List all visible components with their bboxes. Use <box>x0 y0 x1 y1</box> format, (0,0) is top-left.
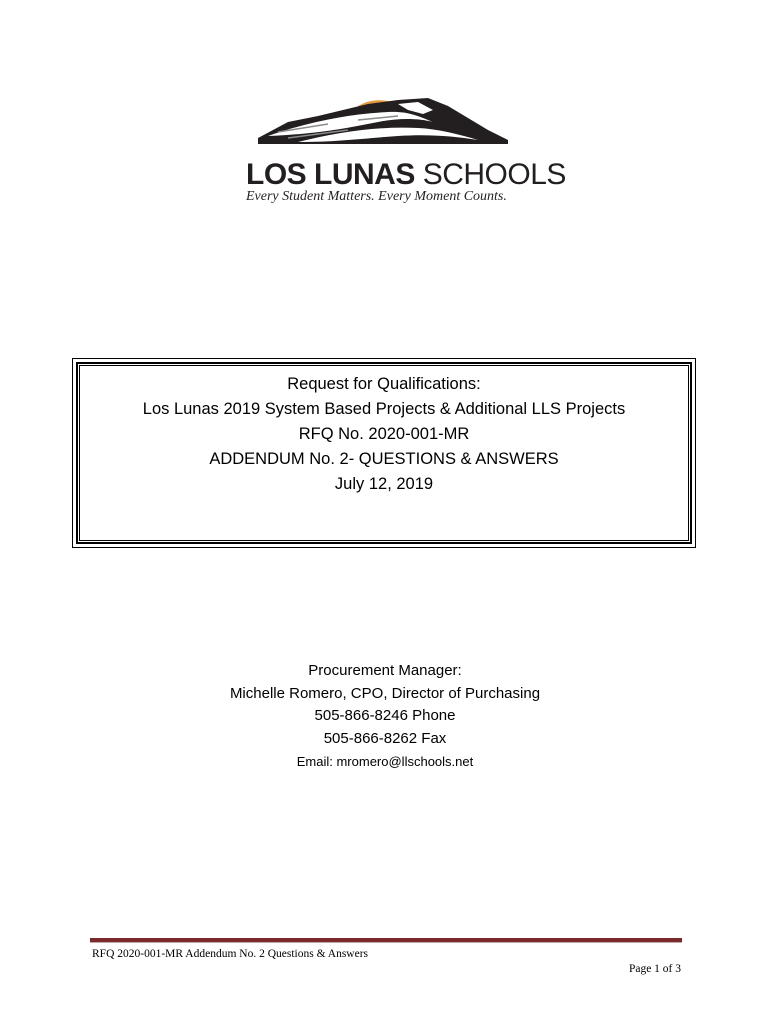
title-line-1: Request for Qualifications: <box>287 375 481 393</box>
title-line-2: Los Lunas 2019 System Based Projects & Additional LLS Projects <box>142 400 626 418</box>
footer-document-label: RFQ 2020-001-MR Addendum No. 2 Questions & Answers <box>92 948 369 960</box>
title-line-4: ADDENDUM No. 2- QUESTIONS & ANSWERS <box>209 450 559 468</box>
logo-name-regular: SCHOOLS <box>422 158 566 191</box>
title-block <box>73 372 695 497</box>
contact-fax: 505-866-8262 Fax <box>323 729 447 747</box>
logo-wordmark <box>246 158 566 192</box>
contact-role: Procurement Manager: <box>308 662 462 679</box>
los-lunas-schools-logo <box>240 92 566 212</box>
title-line-5: July 12, 2019 <box>334 475 434 493</box>
mountain-sun-emblem <box>258 92 508 158</box>
footer-rule <box>90 938 682 943</box>
contact-block <box>0 660 770 771</box>
contact-name: Michelle Romero, CPO, Director of Purchasing <box>229 684 541 702</box>
contact-email: Email: mromero@llschools.net <box>296 754 474 769</box>
logo-name-bold: LOS LUNAS <box>246 158 415 191</box>
footer-page-number: Page 1 of 3 <box>628 963 681 975</box>
title-line-3: RFQ No. 2020-001-MR <box>298 425 470 443</box>
title-box <box>72 358 696 548</box>
logo-tagline: Every Student Matters. Every Moment Counts. <box>246 189 507 204</box>
contact-phone: 505-866-8246 Phone <box>314 707 456 724</box>
